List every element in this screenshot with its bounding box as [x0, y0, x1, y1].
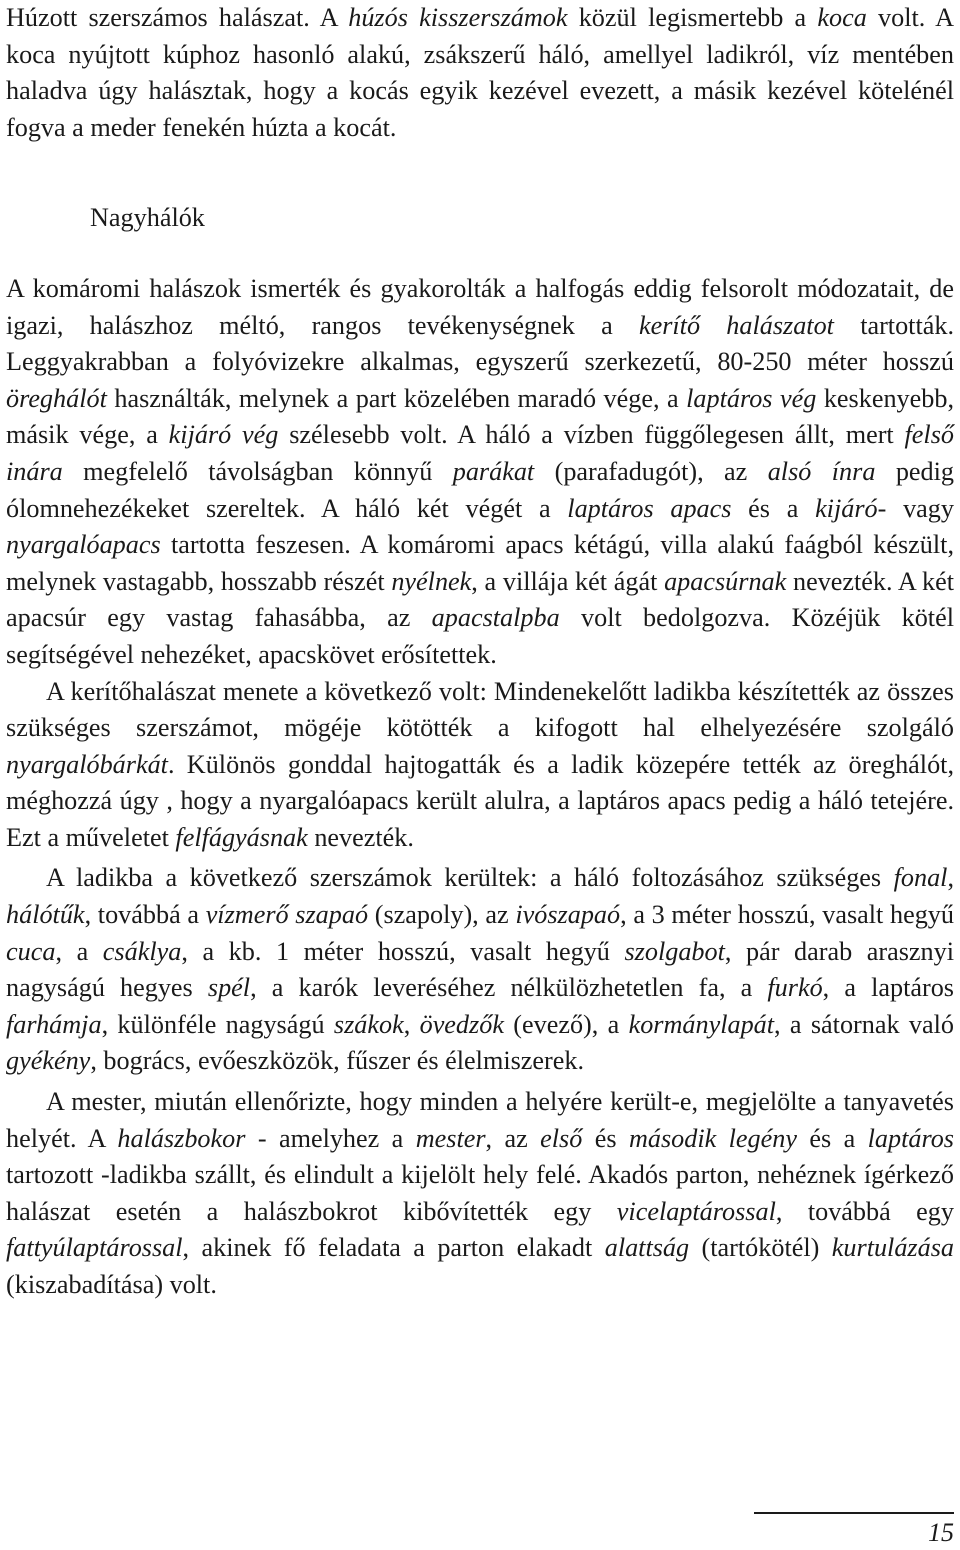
italic-term: farhámja — [6, 1009, 102, 1039]
text-run: , a 3 méter hosszú, vasalt hegyű — [620, 900, 954, 930]
footer-rule — [754, 1512, 954, 1514]
italic-term: laptáros — [867, 1123, 954, 1153]
page-number: 15 — [928, 1518, 954, 1547]
italic-term: cuca — [6, 936, 56, 966]
italic-term: övedzők — [419, 1009, 504, 1039]
text-run: - amelyhez a — [245, 1123, 416, 1153]
italic-term: kijáró vég — [168, 420, 279, 450]
section-heading: Nagyhálók — [90, 203, 205, 233]
spacer — [6, 237, 954, 271]
text-run: (evező), a — [503, 1009, 629, 1039]
text-run: (szapoly), az — [368, 900, 516, 930]
text-run: , a karók leveréséhez nélkülözhetetlen fa, a — [250, 973, 768, 1003]
page-body — [6, 0, 954, 1304]
text-run: keskenyebb, másik vége, a — [6, 383, 954, 450]
italic-term: ivószapaó — [515, 900, 621, 930]
italic-term: nyargalóbárkát — [6, 749, 168, 779]
italic-term: felfágyásnak — [175, 822, 308, 852]
italic-term: kormánylapát — [628, 1009, 775, 1039]
text-run: volt. A koca nyújtott kúphoz hasonló alakú, zsákszerű háló, amellyel ladikról, víz mentében haladva úgy halásztak, hogy a kocás egyik kezével evezett, a másik kezével kötelénél fogva a meder fenekén húzta a kocát. — [6, 3, 954, 142]
italic-term: alattság — [604, 1233, 690, 1263]
italic-term: laptáros vég — [686, 383, 817, 413]
italic-term: spél — [207, 973, 251, 1003]
text-run: , továbbá a — [84, 900, 206, 930]
text-run: használták, melynek a part közelében maradó vége, a — [106, 383, 687, 413]
text-run: tartották. Leggyakrabban a folyóvizekre alkalmas, egyszerű szerkezetű, 80-250 méter hosszú — [6, 310, 954, 377]
italic-term: fonal — [893, 863, 948, 893]
body-paragraph-3 — [6, 860, 954, 1080]
italic-term: koca — [817, 3, 867, 32]
italic-term: vicelaptárossal — [616, 1196, 776, 1226]
italic-term: alsó ínra — [767, 456, 876, 486]
text-run: A mester, miután ellenőrizte, hogy minden a helyére került-e, megjelölte a tanyavetés helyét. A — [6, 1087, 954, 1153]
text-run: , a sátornak való — [774, 1009, 954, 1039]
text-run: A ladikba a következő szerszámok kerültek: a háló foltozásához szükséges — [46, 863, 894, 893]
body-paragraph-2 — [6, 674, 954, 857]
italic-term: csáklya — [102, 936, 182, 966]
text-run: , a kb. 1 méter hosszú, vasalt hegyű — [181, 936, 625, 966]
text-run: (tartókötél) — [689, 1233, 832, 1263]
italic-term: szákok — [333, 1009, 404, 1039]
text-run: , a — [55, 936, 103, 966]
italic-term: első — [540, 1123, 583, 1153]
text-run: A kerítőhalászat menete a következő volt: Mindenekelőtt ladikba készítették az összes szükséges szerszámot, mögéje kötötték a kifogott hal elhelyezésére szolgáló — [6, 676, 954, 743]
text-run: , a laptáros — [822, 973, 954, 1003]
text-run: , akinek fő feladata a parton elakadt — [182, 1233, 605, 1263]
text-run: , pár darab arasznyi nagyságú hegyes — [6, 936, 955, 1003]
italic-term: hálótűk — [6, 900, 85, 930]
italic-term: parákat — [452, 456, 535, 486]
text-run: volt bedolgozva. Közéjük kötél segítségével nehezéket, apacskövet erősítettek. — [6, 603, 954, 669]
italic-term: nyargalóapacs — [6, 530, 161, 560]
italic-term: kijáró — [815, 493, 878, 523]
text-run: . Különös gonddal hajtogatták és a ladik közepére tették az öreghálót, méghozzá úgy , hogy a nyargalóapacs került alulra, a laptáros apacs pedig a háló tetejére. Ezt a műveletet — [6, 749, 954, 852]
text-run: (parafadugót), az — [534, 456, 768, 486]
text-run: , továbbá egy — [775, 1196, 954, 1226]
italic-term: halászbokor — [117, 1123, 246, 1153]
text-run: , a villája két ágát — [471, 566, 665, 596]
intro-paragraph — [6, 0, 954, 146]
text-run: , — [403, 1009, 420, 1039]
italic-term: mester — [415, 1123, 486, 1153]
text-run: és — [582, 1123, 629, 1153]
text-run: , különféle nagyságú — [101, 1009, 334, 1039]
text-run: A komáromi halászok ismerték és gyakorolták a halfogás eddig felsorolt módozatait, de igazi, halászhoz méltó, rangos tevékenységnek a — [6, 273, 954, 340]
italic-term: laptáros apacs — [567, 493, 732, 523]
text-run: közül legismertebb a — [567, 3, 818, 32]
italic-term: második legény — [628, 1123, 797, 1153]
italic-term: kerítő halászatot — [638, 310, 834, 340]
text-run: , bogrács, evőeszközök, fűszer és élelmiszerek. — [90, 1046, 585, 1076]
text-run: pedig ólomnehezékeket szereltek. A háló két végét a — [6, 456, 955, 523]
italic-term: kurtulázása — [831, 1233, 954, 1263]
text-run: tartotta feszesen. A komáromi apacs kétágú, villa alakú faágból készült, melynek vastagabb, hosszabb részét — [6, 530, 954, 596]
italic-term: apacstalpba — [431, 603, 560, 633]
italic-term: felső inára — [6, 420, 954, 486]
text-run: (kiszabadítása) volt. — [6, 1270, 217, 1299]
text-run: - vagy — [877, 493, 954, 523]
italic-term: furkó — [767, 973, 823, 1003]
body-paragraph-1 — [6, 271, 954, 674]
italic-term: húzós kisszerszámok — [348, 3, 568, 32]
text-run: és a — [731, 493, 816, 523]
italic-term: gyékény — [6, 1046, 91, 1076]
italic-term: fattyúlaptárossal — [6, 1233, 183, 1263]
text-run: , az — [485, 1123, 541, 1153]
text-run: és a — [797, 1123, 868, 1153]
text-run: tartozott -ladikba szállt, és elindult a kijelölt hely felé. Akadós parton, nehéznek ígérkező halászat esetén a halászbokrot kibővítették egy — [6, 1160, 954, 1226]
text-run: megfelelő távolságban könnyű — [62, 456, 453, 486]
text-run: nevezték. — [307, 822, 414, 852]
text-run: nevezték. A két apacsúr egy vastag fahasábba, az — [6, 566, 954, 633]
body-paragraph-4 — [6, 1084, 954, 1304]
text-run: Húzott szerszámos halászat. A — [6, 3, 349, 32]
italic-term: vízmerő szapaó — [205, 900, 369, 930]
italic-term: apacsúrnak — [664, 566, 787, 596]
italic-term: nyélnek — [391, 566, 472, 596]
spacer — [6, 146, 954, 200]
text-run: szélesebb volt. A háló a vízben függőlegesen állt, mert — [278, 420, 905, 450]
italic-term: szolgabot — [624, 936, 725, 966]
italic-term: öreghálót — [6, 383, 107, 413]
text-run: , — [947, 863, 954, 893]
